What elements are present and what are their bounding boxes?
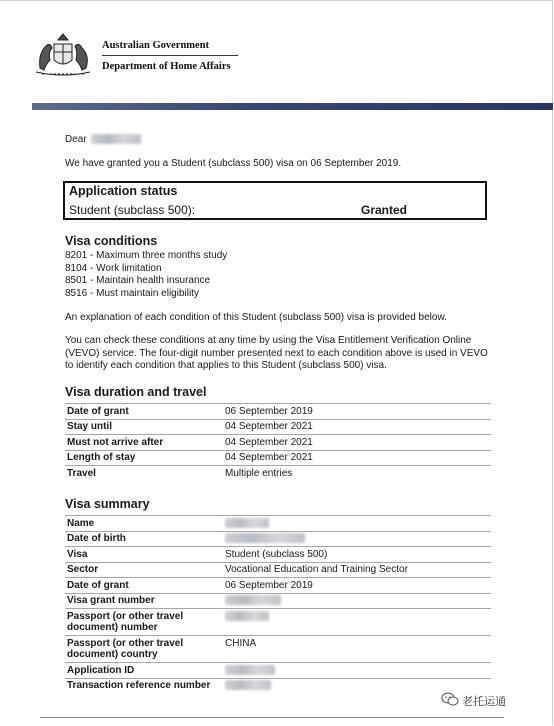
watermark-text: 老托运通: [462, 696, 506, 708]
redacted-value: [225, 680, 271, 690]
row-label: Transaction reference number: [65, 678, 223, 693]
redacted-value: [225, 611, 269, 621]
duration-table: [65, 403, 491, 481]
row-label: Date of grant: [65, 404, 223, 420]
row-value: 04 September 2021: [223, 419, 491, 435]
row-value: CHINA: [223, 636, 491, 663]
summary-title: Visa summary: [65, 497, 150, 511]
table-row: [65, 578, 491, 594]
table-row: [65, 516, 491, 532]
row-value: 06 September 2019: [223, 404, 491, 420]
row-value: [223, 678, 491, 693]
conditions-list: [65, 250, 227, 300]
row-value: 04 September 2021: [223, 435, 491, 451]
condition-item: 8516 - Must maintain eligibility: [65, 287, 199, 299]
row-value: 06 September 2019: [223, 578, 491, 594]
table-row: [65, 636, 491, 663]
department-name: [102, 40, 238, 72]
wechat-icon: [441, 692, 459, 706]
greeting-label: Dear: [65, 134, 87, 145]
row-value: [223, 516, 491, 532]
row-value: [223, 609, 491, 636]
row-label: Sector: [65, 562, 223, 578]
row-label: Application ID: [65, 663, 223, 679]
row-label: Travel: [65, 466, 223, 481]
granted-sentence: We have granted you a Student (subclass 500) visa on 06 September 2019.: [65, 158, 402, 169]
table-row: [65, 531, 491, 547]
redacted-value: [225, 595, 281, 605]
condition-item: 8201 - Maximum three months study: [65, 250, 228, 261]
redacted-value: [225, 533, 305, 543]
condition-item: 8104 - Work limitation: [65, 262, 162, 274]
application-status-box: [63, 181, 487, 220]
coat-of-arms-icon: [32, 30, 94, 80]
row-value: Student (subclass 500): [223, 547, 491, 563]
status-visa-type: Student (subclass 500):: [69, 203, 196, 217]
letter-header: [32, 30, 532, 82]
row-label: Stay until: [65, 419, 223, 435]
status-title: Application status: [69, 184, 178, 198]
table-row: [65, 404, 491, 420]
row-label: Length of stay: [65, 450, 223, 466]
row-value: Multiple entries: [223, 466, 491, 481]
conditions-title: Visa conditions: [65, 234, 158, 248]
table-row: [65, 562, 491, 578]
row-label: Passport (or other travel document) country: [65, 636, 223, 663]
org-line-2: Department of Home Affairs: [102, 61, 231, 72]
vevo-paragraph: You can check these conditions at any time by using the Visa Entitlement Verification Online (VEVO) service. The four-digit number presented next to each condition above is used in VEVO to identify each condition that applies to this Student (subclass 500) visa.: [65, 335, 488, 371]
row-label: Visa: [65, 547, 223, 563]
condition-item: 8501 - Maintain health insurance: [65, 275, 211, 286]
greeting: [65, 134, 141, 147]
row-label: Name: [65, 516, 223, 532]
table-row: [65, 663, 491, 679]
table-row: [65, 547, 491, 563]
table-row: [65, 678, 491, 693]
row-value: Vocational Education and Training Sector: [223, 562, 491, 578]
row-label: Visa grant number: [65, 593, 223, 609]
header-banner: [32, 103, 553, 110]
status-value: Granted: [361, 203, 408, 217]
row-value: [223, 531, 491, 547]
row-value: [223, 593, 491, 609]
row-label: Must not arrive after: [65, 435, 223, 451]
conditions-explanation: An explanation of each condition of this Student (subclass 500) visa is provided below.: [65, 312, 447, 323]
row-value: [223, 663, 491, 679]
row-value: 04 September 2021: [223, 450, 491, 466]
row-label: Date of birth: [65, 531, 223, 547]
org-line-1: Australian Government: [102, 40, 238, 56]
bottom-rule: [40, 717, 504, 718]
summary-table: [65, 515, 491, 693]
row-label: Passport (or other travel document) number: [65, 609, 223, 636]
table-row: [65, 593, 491, 609]
table-row: [65, 450, 491, 466]
redacted-name: [91, 134, 141, 144]
table-row: [65, 466, 491, 481]
table-row: [65, 609, 491, 636]
table-row: [65, 435, 491, 451]
redacted-value: [225, 665, 275, 675]
duration-title: Visa duration and travel: [65, 385, 207, 399]
redacted-value: [225, 518, 269, 528]
row-label: Date of grant: [65, 578, 223, 594]
table-row: [65, 419, 491, 435]
